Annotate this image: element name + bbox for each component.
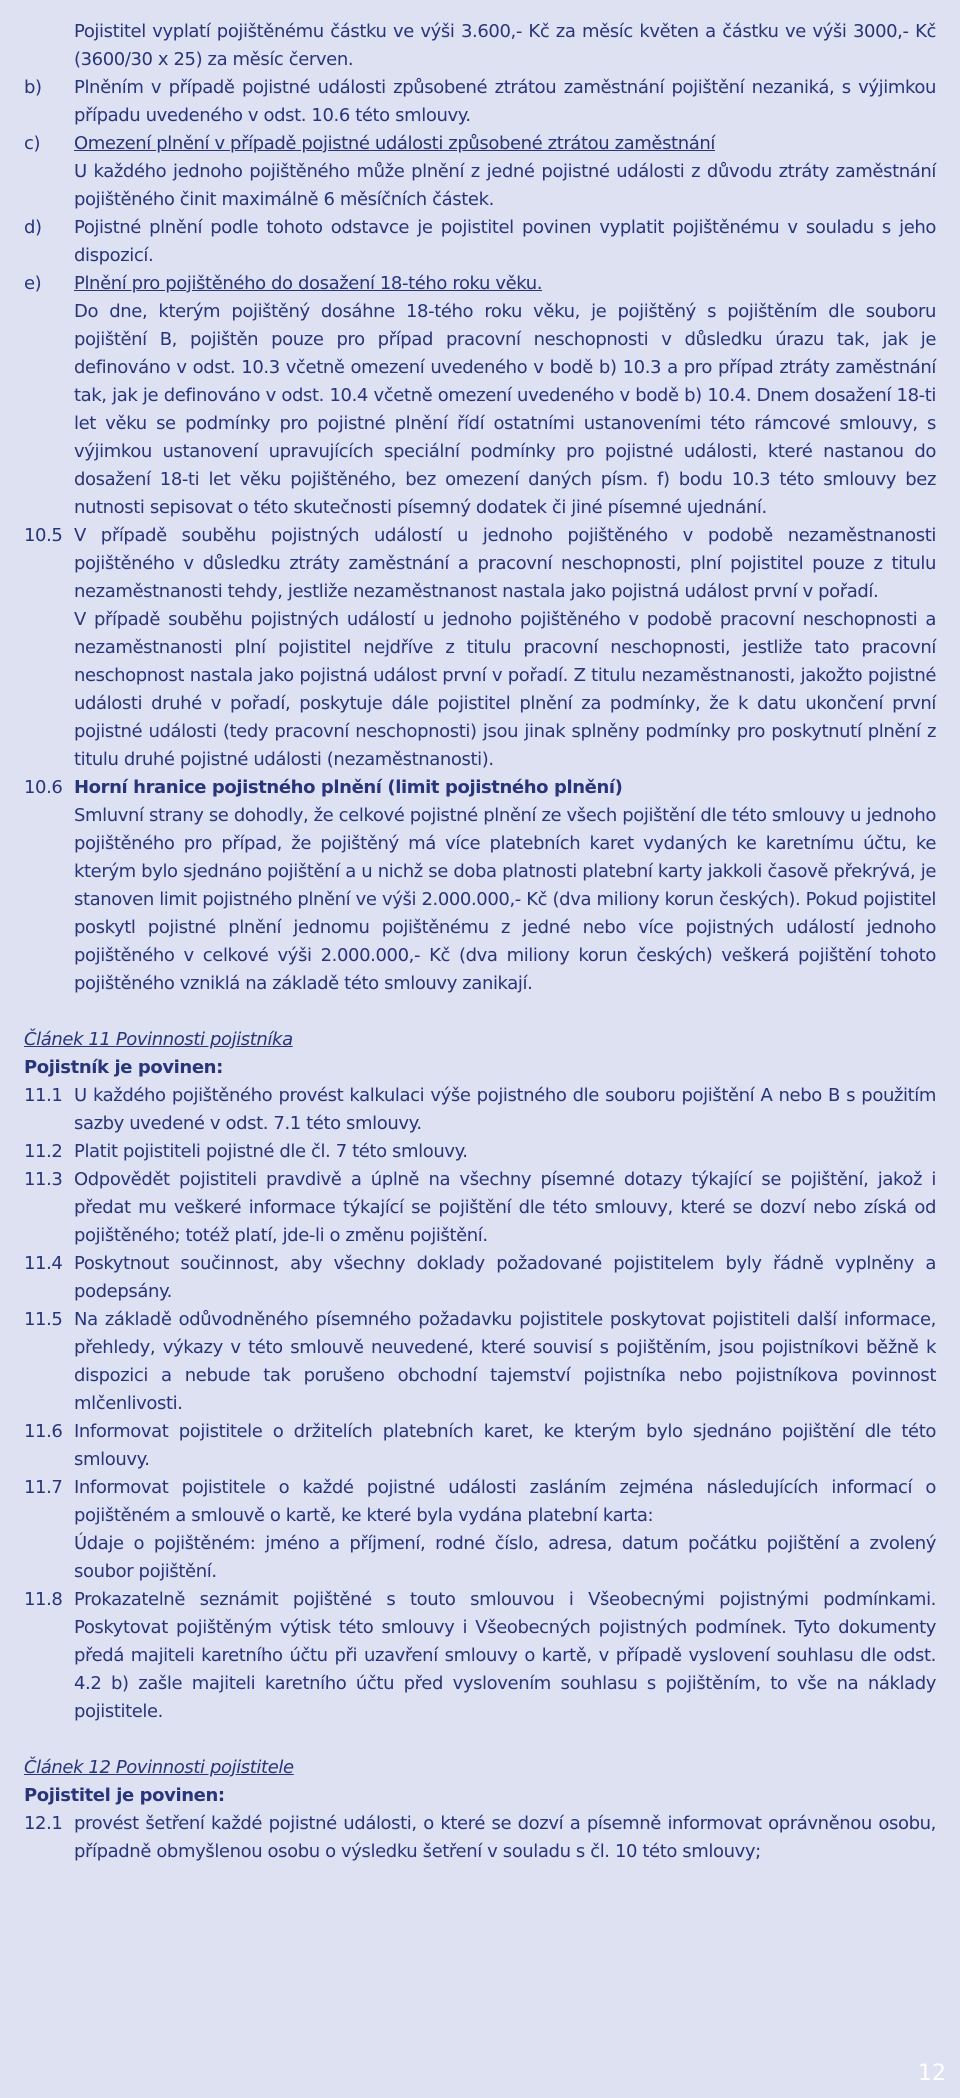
item-number: 12.1: [24, 1813, 63, 1834]
item-body: [74, 774, 936, 998]
article-11-section: [24, 1026, 936, 1726]
item-body: [74, 214, 936, 270]
article-12-subheading: Pojistitel je povinen:: [24, 1785, 225, 1806]
item-text: Platit pojistiteli pojistné dle čl. 7 této smlouvy.: [74, 1141, 468, 1162]
item-body: [74, 1418, 936, 1474]
article-11-heading: Článek 11 Povinnosti pojistníka: [24, 1029, 293, 1050]
list-item: [24, 522, 936, 774]
item-body: [74, 74, 936, 130]
list-item: [24, 1418, 936, 1474]
list-item: [24, 270, 936, 522]
item-body: [74, 522, 936, 774]
item-body: [74, 1082, 936, 1138]
list-item: [24, 1810, 936, 1866]
item-title: Omezení plnění v případě pojistné události způsobené ztrátou zaměstnání: [74, 133, 715, 154]
item-text: Informovat pojistitele o držitelích platebních karet, ke kterým bylo sjednáno pojištění dle této smlouvy.: [74, 1421, 936, 1470]
item-text: U každého pojištěného provést kalkulaci výše pojistného dle souboru pojištění A nebo B s použitím sazby uvedené v odst. 7.1 této smlouvy.: [74, 1085, 936, 1134]
item-number: 11.4: [24, 1253, 63, 1274]
item-number: b): [24, 77, 42, 98]
item-number: c): [24, 133, 41, 154]
document-body: [24, 18, 936, 1866]
item-text: Na základě odůvodněného písemného požadavku pojistitele poskytovat pojistiteli další informace, přehledy, výkazy v této smlouvě neuvedené, které souvisí s pojištěním, jsou pojistníkovi běžně k dispozici a nebude tak porušeno obchodní tajemství pojistníka nebo pojistníkova povinnost mlčenlivosti.: [74, 1309, 936, 1414]
list-item: [24, 1138, 936, 1166]
item-number: 11.5: [24, 1309, 63, 1330]
item-title: Plnění pro pojištěného do dosažení 18-tého roku věku.: [74, 273, 543, 294]
list-item: [24, 1474, 936, 1586]
item-number: 11.1: [24, 1085, 63, 1106]
item-number: 11.3: [24, 1169, 63, 1190]
article-12-heading: Článek 12 Povinnosti pojistitele: [24, 1757, 294, 1778]
item-number: 11.8: [24, 1589, 63, 1610]
item-number: e): [24, 273, 42, 294]
paragraph: Pojistitel vyplatí pojištěnému částku ve výši 3.600,- Kč za měsíc květen a částku ve výši 3000,- Kč (3600/30 x 25) za měsíc červen.: [74, 21, 936, 70]
item-body: [74, 1586, 936, 1726]
item-text: V případě souběhu pojistných událostí u jednoho pojištěného v podobě nezaměstnanosti pojištěného v důsledku ztráty zaměstnání a pracovní neschopnosti, plní pojistitel pouze z titulu nezaměstnanosti tehdy, jestliže nezaměstnanost nastala jako pojistná událost první v pořadí.: [74, 525, 936, 602]
item-text: Do dne, kterým pojištěný dosáhne 18-tého roku věku, je pojištěný s pojištěním dle souboru pojištění B, pojištěn pouze pro případ pracovní neschopnosti v důsledku úrazu tak, jak je definováno v odst. 10.3 včetně omezení uvedeného v bodě b) 10.3 a pro případ ztráty zaměstnání tak, jak je definováno v odst. 10.4 včetně omezení uvedeného v bodě b) 10.4. Dnem dosažení 18-ti let věku se podmínky pro pojistné plnění řídí ostatními ustanoveními této rámcové smlouvy, s výjimkou ustanovení upravujících speciální podmínky pro pojistné události, které nastanou do dosažení 18-ti let věku pojištěného, bez omezení daných písm. f) bodu 10.3 této smlouvy bez nutnosti sepisovat o této skutečnosti písemný dodatek či jiné písemné ujednání.: [74, 301, 936, 518]
item-text: Prokazatelně seznámit pojištěné s touto smlouvou i Všeobecnými pojistnými podmínkami. Poskytovat pojištěným výtisk této smlouvy i Všeobecných pojistných podmínek. Tyto dokumenty předá majiteli karetního účtu při uzavření smlouvy o kartě, v případě vyslovení souhlasu dle odst. 4.2 b) zašle majiteli karetního účtu před vyslovením souhlasu s pojištěním, to vše na náklady pojistitele.: [74, 1589, 936, 1722]
item-body: [74, 1306, 936, 1418]
item-number: 10.6: [24, 777, 63, 798]
list-item: [24, 1082, 936, 1138]
item-body: [74, 130, 936, 214]
item-body: [74, 1250, 936, 1306]
item-text: Poskytnout součinnost, aby všechny doklady požadované pojistitelem byly řádně vyplněny a podepsány.: [74, 1253, 936, 1302]
list-item: [24, 1586, 936, 1726]
item-number: 11.2: [24, 1141, 63, 1162]
item-text: Odpovědět pojistiteli pravdivě a úplně na všechny písemné dotazy týkající se pojištění, jakož i předat mu veškeré informace týkající se pojištění dle této smlouvy, které se dozví nebo získá od pojištěného; totéž platí, jde-li o změnu pojištění.: [74, 1169, 936, 1246]
item-body: [74, 1166, 936, 1250]
item-text: U každého jednoho pojištěného může plnění z jedné pojistné události z důvodu ztráty zaměstnání pojištěného činit maximálně 6 měsíčních částek.: [74, 161, 936, 210]
list-item: [24, 774, 936, 998]
item-text: Údaje o pojištěném: jméno a příjmení, rodné číslo, adresa, datum počátku pojištění a zvolený soubor pojištění.: [74, 1533, 936, 1582]
item-body: [74, 270, 936, 522]
item-text: V případě souběhu pojistných událostí u jednoho pojištěného v podobě pracovní neschopnosti a nezaměstnanosti plní pojistitel nejdříve z titulu pracovní neschopnosti, jestliže tato pracovní neschopnost nastala jako pojistná událost první v pořadí. Z titulu nezaměstnanosti, jakožto pojistné události druhé v pořadí, poskytuje dále pojistitel plnění za podmínky, že k datu ukončení první pojistné události (tedy pracovní neschopnosti) jsou jinak splněny podmínky pro poskytnutí plnění z titulu druhé pojistné události (nezaměstnanosti).: [74, 609, 936, 770]
item-number: d): [24, 217, 42, 238]
item-text: Smluvní strany se dohodly, že celkové pojistné plnění ze všech pojištění dle této smlouvy u jednoho pojištěného pro případ, že pojištěný má více platebních karet vydaných ke karetnímu účtu, ke kterým bylo sjednáno pojištění a u nichž se doba platnosti platební karty jakkoli časově překrývá, je stanoven limit pojistného plnění ve výši 2.000.000,- Kč (dva miliony korun českých). Pokud pojistitel poskytl pojistné plnění jednomu pojištěnému z jedné nebo více pojistných událostí jednoho pojištěného v celkové výši 2.000.000,- Kč (dva miliony korun českých) veškerá pojištění tohoto pojištěného vzniklá na základě této smlouvy zanikají.: [74, 805, 936, 994]
article-12-section: [24, 1754, 936, 1866]
list-item: [24, 74, 936, 130]
list-item: [24, 214, 936, 270]
list-item: [24, 130, 936, 214]
item-text: Informovat pojistitele o každé pojistné události zasláním zejména následujících informací o pojištěném a smlouvě o kartě, ke které byla vydána platební karta:: [74, 1477, 936, 1526]
list-item: [24, 1250, 936, 1306]
item-text: provést šetření každé pojistné události, o které se dozví a písemně informovat oprávněnou osobu, případně obmyšlenou osobu o výsledku šetření v souladu s čl. 10 této smlouvy;: [74, 1813, 936, 1862]
list-item: [24, 1166, 936, 1250]
item-title: Horní hranice pojistného plnění (limit pojistného plnění): [74, 777, 623, 798]
item-text: Pojistné plnění podle tohoto odstavce je pojistitel povinen vyplatit pojištěnému v souladu s jeho dispozicí.: [74, 217, 936, 266]
item-text: Plněním v případě pojistné události způsobené ztrátou zaměstnání pojištění nezaniká, s výjimkou případu uvedeného v odst. 10.6 této smlouvy.: [74, 77, 936, 126]
item-body: [74, 1138, 936, 1166]
item-body: [74, 1474, 936, 1586]
item-number: 11.7: [24, 1477, 63, 1498]
list-item: [24, 1306, 936, 1418]
item-number: 10.5: [24, 525, 63, 546]
item-body: [74, 1810, 936, 1866]
page-number: 12: [918, 2061, 946, 2086]
item-number: 11.6: [24, 1421, 63, 1442]
article-11-subheading: Pojistník je povinen:: [24, 1057, 223, 1078]
